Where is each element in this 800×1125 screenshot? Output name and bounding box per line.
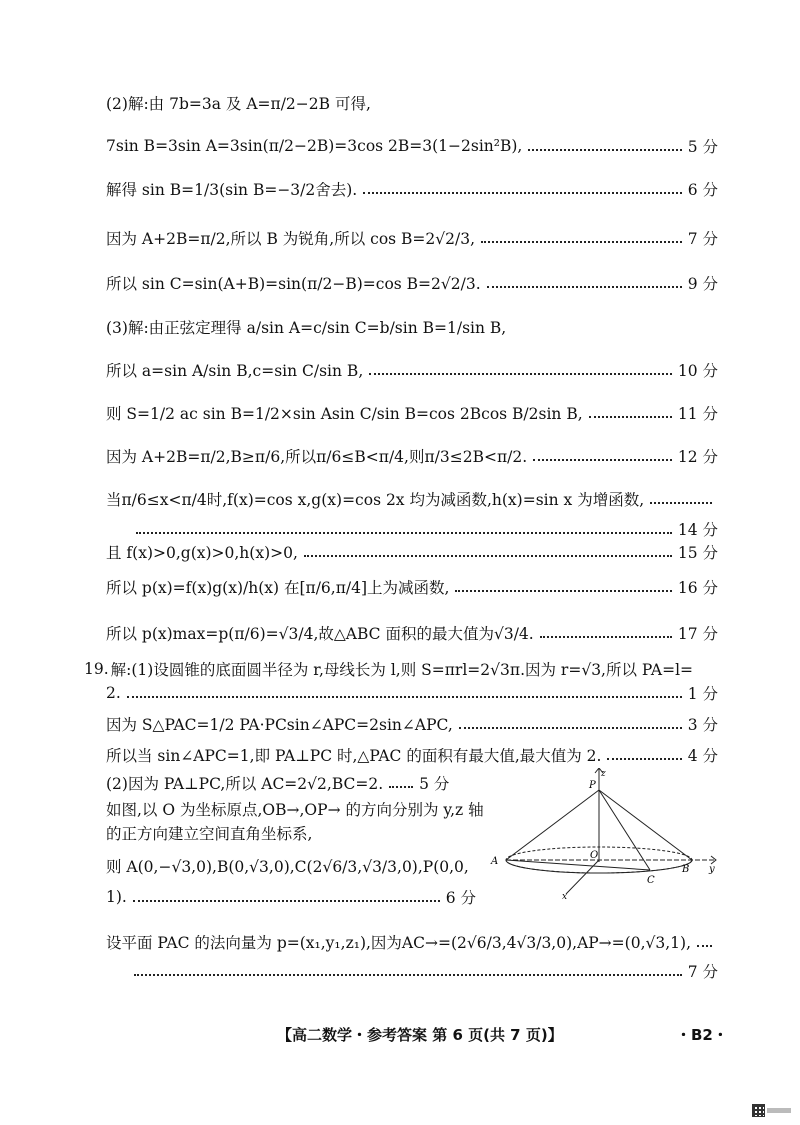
scanner-watermark [752, 1104, 792, 1116]
leader-dots [389, 786, 413, 788]
label-o: O [590, 850, 599, 861]
line-text: 所以 sin C=sin(A+B)=sin(π/2−B)=cos B=2√2/3. [106, 275, 481, 293]
line-19-start [84, 658, 718, 680]
label-y: y [709, 864, 715, 875]
line-text: (2)因为 PA⊥PC,所以 AC=2√2,BC=2. [106, 775, 384, 793]
score-points: 11 分 [677, 405, 718, 423]
line-text: 则 A(0,−√3,0),B(0,√3,0),C(2√6/3,√3/3,0),P(0,0, [106, 858, 469, 876]
generatrix-pc [599, 790, 650, 870]
leader-dots [481, 241, 682, 243]
line-normal-vector [106, 931, 718, 953]
leader-dots [540, 636, 672, 638]
score-points: 4 分 [687, 747, 718, 765]
line-2-perp [106, 772, 466, 794]
leader-dots [304, 555, 672, 557]
score-points: 5 分 [419, 775, 450, 793]
score-points: 16 分 [677, 579, 718, 597]
line-text: 因为 A+2B=π/2,B≥π/6,所以π/6≤B<π/4,则π/3≤2B<π/2. [106, 448, 528, 466]
line-text: 则 S=1/2 ac sin B=1/2×sin Asin C/sin B=cos 2Bcos B/2sin B, [106, 405, 583, 423]
label-p: P [589, 780, 596, 791]
leader-dots [134, 974, 682, 976]
line-text: 7sin B=3sin A=3sin(π/2−2B)=3cos 2B=3(1−2sin²B), [106, 137, 523, 155]
score-points: 17 分 [677, 625, 718, 643]
leader-dots [363, 192, 681, 194]
label-a: A [491, 856, 499, 867]
score-points: 14 分 [677, 521, 718, 539]
line-14pts [106, 518, 718, 540]
line-7sinB [106, 135, 718, 157]
line-max-area [106, 744, 718, 766]
score-points: 3 分 [687, 716, 718, 734]
line-text: 因为 A+2B=π/2,所以 B 为锐角,所以 cos B=2√2/3, [106, 230, 476, 248]
leader-dots [607, 758, 681, 760]
line-2-intro [106, 92, 718, 114]
label-c: C [647, 875, 655, 886]
line-text: 2. [106, 684, 121, 702]
line-monotonic [106, 488, 718, 510]
line-area-pac [106, 713, 718, 735]
generatrix-pa [506, 790, 599, 860]
line-p-max [106, 622, 718, 644]
score-points: 12 分 [677, 448, 718, 466]
label-x: x [562, 892, 568, 900]
line-6pts [106, 886, 476, 908]
leader-dots [127, 696, 682, 698]
line-text: 所以 p(x)max=p(π/6)=√3/4,故△ABC 面积的最大值为√3/4. [106, 625, 534, 643]
line-coord-origin [106, 798, 484, 820]
line-text: 当π/6≤x<π/4时,f(x)=cos x,g(x)=cos 2x 均为减函数,h(x)=sin x 为增函数, [106, 491, 645, 509]
line-text: 如图,以 O 为坐标原点,OB→,OP→ 的方向分别为 y,z 轴 [106, 801, 484, 819]
score-points: 5 分 [687, 138, 718, 156]
line-text: 1). [106, 888, 127, 906]
watermark-bar [767, 1108, 791, 1113]
score-points: 1 分 [687, 685, 718, 703]
line-p-decreasing [106, 576, 718, 598]
score-points: 15 分 [677, 544, 718, 562]
line-text: (3)解:由正弦定理得 a/sin A=c/sin C=b/sin B=1/sin B, [106, 319, 507, 337]
line-1pt [106, 682, 718, 704]
leader-dots [369, 373, 672, 375]
line-text: 解得 sin B=1/3(sin B=−3/2舍去). [106, 181, 358, 199]
line-area-S [106, 402, 718, 424]
score-points: 7 分 [687, 963, 718, 981]
line-text: 的正方向建立空间直角坐标系, [106, 825, 313, 843]
leader-dots [528, 149, 681, 151]
line-text: 所以 p(x)=f(x)g(x)/h(x) 在[π/6,π/4]上为减函数, [106, 579, 450, 597]
line-text: 设平面 PAC 的法向量为 p=(x₁,y₁,z₁),因为AC→=(2√6/3,4√3/3,0),AP→=(0,√3,1), [106, 934, 691, 952]
question-number: 19. [84, 660, 109, 678]
score-points: 6 分 [445, 889, 476, 907]
line-a-c [106, 359, 718, 381]
label-b: B [682, 864, 690, 875]
line-3-sine-law [106, 316, 718, 338]
leader-dots [589, 416, 672, 418]
line-B-range [106, 445, 718, 467]
generatrix-pb [599, 790, 692, 860]
line-coords [106, 855, 486, 877]
leader-dots [697, 945, 712, 947]
line-cosB [106, 227, 718, 249]
score-points: 7 分 [687, 230, 718, 248]
leader-dots [459, 727, 682, 729]
line-solve-sinB [106, 178, 718, 200]
line-text: 所以当 sin∠APC=1,即 PA⊥PC 时,△PAC 的面积有最大值,最大值为 2. [106, 747, 602, 765]
leader-dots [136, 532, 672, 534]
label-z: z [601, 769, 606, 779]
cone-diagram [482, 768, 718, 900]
leader-dots [650, 502, 712, 504]
leader-dots [455, 590, 671, 592]
qr-code-icon [752, 1104, 765, 1117]
line-text: 解:(1)设圆锥的底面圆半径为 r,母线长为 l,则 S=πrl=2√3π.因为 r=√3,所以 PA=l= [110, 661, 694, 679]
line-7pts [106, 960, 718, 982]
footer-center: 【高二数学・参考答案 第 6 页(共 7 页)】 [277, 1026, 563, 1044]
line-text: 且 f(x)>0,g(x)>0,h(x)>0, [106, 544, 298, 562]
line-sinC [106, 272, 718, 294]
leader-dots [533, 459, 672, 461]
line-text: (2)解:由 7b=3a 及 A=π/2−2B 可得, [106, 95, 371, 113]
line-coord-system [106, 822, 476, 844]
line-text: 所以 a=sin A/sin B,c=sin C/sin B, [106, 362, 364, 380]
score-points: 9 分 [687, 275, 718, 293]
score-points: 10 分 [677, 362, 718, 380]
score-points: 6 分 [687, 181, 718, 199]
leader-dots [487, 286, 682, 288]
line-text: 因为 S△PAC=1/2 PA·PCsin∠APC=2sin∠APC, [106, 716, 453, 734]
line-positive [106, 541, 718, 563]
leader-dots [133, 900, 440, 902]
footer-code: ・B2・ [676, 1026, 728, 1044]
